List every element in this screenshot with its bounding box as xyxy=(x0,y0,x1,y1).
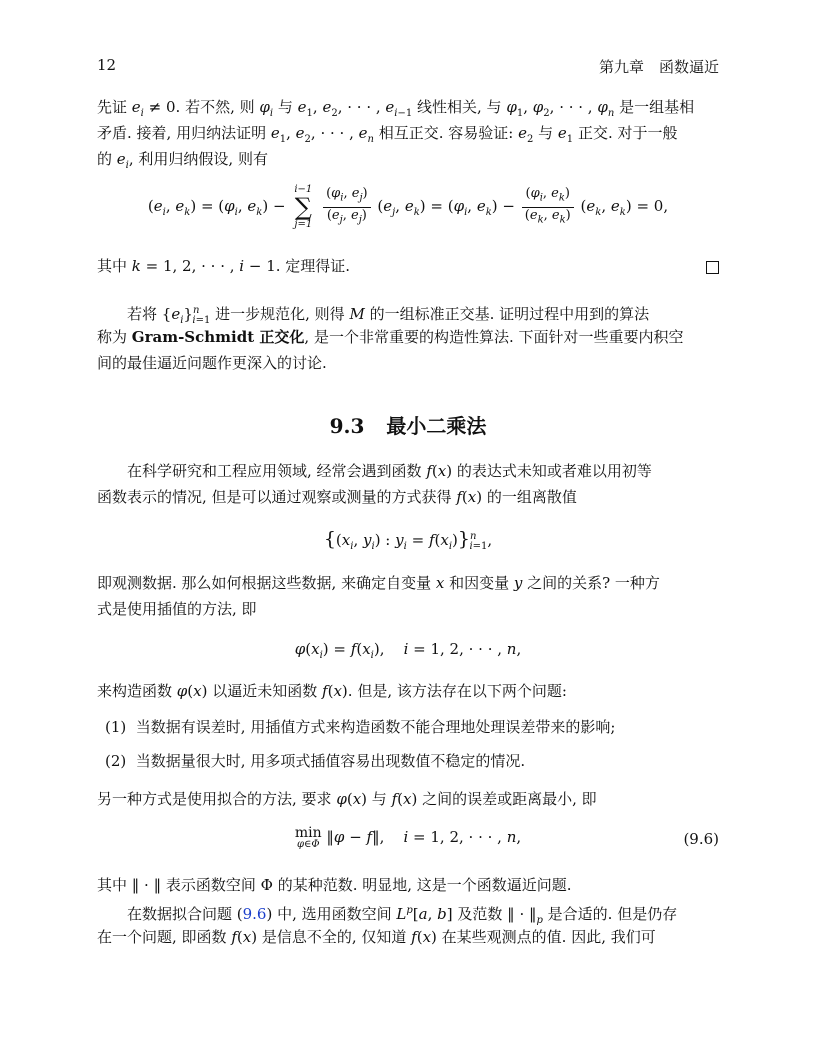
equation-number: (9.6) xyxy=(683,830,719,848)
paragraph-line: 即观测数据. 那么如何根据这些数据, 来确定自变量 x 和因变量 y 之间的关系? 一种方 xyxy=(97,574,660,592)
section-heading xyxy=(0,410,816,439)
paragraph-line: 矛盾. 接着, 用归纳法证明 $e_1$, $e_2$, · · · , $e_n$ 相互正交. 容易验证: $e_2$ 与 $e_1$ 正交. 对于一般 xyxy=(97,124,678,145)
running-header: 第九章 函数逼近 xyxy=(598,58,719,76)
list-item: (1) 当数据有误差时, 用插值方式来构造函数不能合理地处理误差带来的影响; xyxy=(105,718,616,736)
bold-term: Gram-Schmidt 正交化 xyxy=(131,328,305,346)
paragraph-line: 函数表示的情况, 但是可以通过观察或测量的方式获得 f(x) 的一组离散值 xyxy=(97,488,577,506)
paragraph-line: 来构造函数 φ(x) 以逼近未知函数 f(x). 但是, 该方法存在以下两个问题: xyxy=(97,682,567,700)
paragraph-line: 先证 $e_i \ne 0$. 若不然, 则 $\varphi_i$ 与 $e_1$, $e_2$, · · · , $e_{i-1}$ 线性相关, 与 $\varphi_1$, $\varphi_2$, · · · , $\varphi_n$ 是一组基相 xyxy=(97,98,695,119)
paragraph-line: 另一种方式是使用拟合的方法, 要求 φ(x) 与 f(x) 之间的误差或距离最小, 即 xyxy=(97,790,597,808)
paragraph-line: 间的最佳逼近问题作更深入的讨论. xyxy=(97,354,327,372)
paragraph-line: 若将 $\{e_i\}^n_{i=1}$ 进一步规范化, 则得 M 的一组标准正交基. 证明过程中用到的算法 xyxy=(127,305,650,326)
section-title: 最小二乘法 xyxy=(386,414,487,438)
section-number: 9.3 xyxy=(329,414,365,438)
paragraph-line: 在数据拟合问题 (9.6) 中, 选用函数空间 $L^p[a$, b] 及范数 ‖ · $‖_p$ 是合适的. 但是仍存 xyxy=(127,905,678,926)
qed-box xyxy=(706,261,719,274)
list-item: (2) 当数据量很大时, 用多项式插值容易出现数值不稳定的情况. xyxy=(105,752,526,770)
paragraph-line: 在一个问题, 即函数 f(x) 是信息不全的, 仅知道 f(x) 在某些观测点的值. 因此, 我们可 xyxy=(97,928,656,946)
display-equation: $\varphi(x_i) = f(x_i)$, i = 1, 2, · · · , n, xyxy=(294,640,522,661)
paragraph-line: 在科学研究和工程应用领域, 经常会遇到函数 f(x) 的表达式未知或者难以用初等 xyxy=(127,462,652,480)
paragraph-line: 称为 Gram-Schmidt 正交化, 是一个非常重要的构造性算法. 下面针对一些重要内积空 xyxy=(97,328,684,346)
paragraph-line: 其中 k = 1, 2, · · · , i − 1. 定理得证. xyxy=(97,257,351,275)
paragraph-line: 其中 ‖ · ‖ 表示函数空间 Φ 的某种范数. 明显地, 这是一个函数逼近问题. xyxy=(97,876,572,894)
equation-reference-link[interactable]: 9.6 xyxy=(242,905,267,923)
paragraph-line: 的 $e_i$, 利用归纳假设, 则有 xyxy=(97,150,268,171)
display-equation: min φ∈Φ ‖φ − f‖, i = 1, 2, · · · , n, xyxy=(294,825,522,850)
display-equation: ($e_i$, $e_k) = (\varphi_i$, $e_k$) − i−1 ∑ j=1 $\frac{(\varphi_i, e_j)}{(e_j, e_j)}$ ($e_j$, $e_k) = (\varphi_i$, $e_k$) − $\frac{(\varphi_i, e_k)}{(e_k, e_k)}$ ($e_k$, $e_k) = 0$, xyxy=(147,184,669,230)
display-equation: {($x_i$, $y_i$) : $y_i = f(x_i)\}^n_{i=1}$, xyxy=(323,528,493,552)
page-number: 12 xyxy=(97,56,117,74)
paragraph-line: 式是使用插值的方法, 即 xyxy=(97,600,257,618)
